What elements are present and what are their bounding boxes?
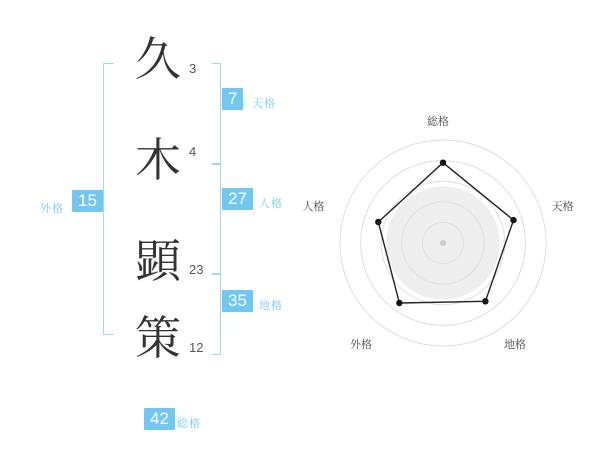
badge-soukaku-value: 42: [144, 408, 175, 430]
badge-jinkaku-label: 人格: [259, 198, 283, 210]
radar-axis-label-1: 天格: [551, 200, 574, 213]
stroke-count-3: 23: [189, 262, 204, 277]
name-stroke-diagram: [0, 0, 300, 470]
radar-grid: [340, 140, 546, 346]
radar-axis-label-2: 地格: [503, 338, 526, 351]
radar-axis-label-3: 外格: [350, 338, 372, 351]
stroke-count-2: 4: [189, 144, 197, 159]
radar-chart-panel: [300, 0, 600, 470]
badge-tenkaku-label: 天格: [252, 98, 276, 110]
badge-jinkaku-value: 27: [222, 188, 253, 210]
badge-chikaku-value: 35: [222, 290, 253, 312]
bracket-gaikaku: [103, 63, 114, 335]
kanji-character-4: 策: [135, 311, 181, 365]
badge-soukaku-label: 総格: [177, 418, 201, 430]
badge-gaikaku-label: 外格: [40, 203, 64, 215]
radar-chart: [300, 0, 600, 470]
bracket-tenkaku: [212, 63, 221, 165]
badge-gaikaku-value: 15: [72, 190, 103, 212]
bracket-chikaku: [212, 273, 221, 355]
kanji-character-1: 久: [135, 32, 181, 86]
radar-axis-label-4: 人格: [302, 200, 325, 213]
stroke-count-1: 3: [189, 61, 197, 76]
radar-axis-label-0: 総格: [427, 116, 449, 128]
badge-chikaku-label: 地格: [259, 300, 283, 312]
stroke-count-4: 12: [189, 340, 204, 355]
bracket-jinkaku: [212, 163, 221, 275]
kanji-character-3: 顕: [135, 234, 181, 288]
badge-tenkaku-value: 7: [222, 88, 243, 110]
kanji-character-2: 木: [135, 133, 181, 187]
